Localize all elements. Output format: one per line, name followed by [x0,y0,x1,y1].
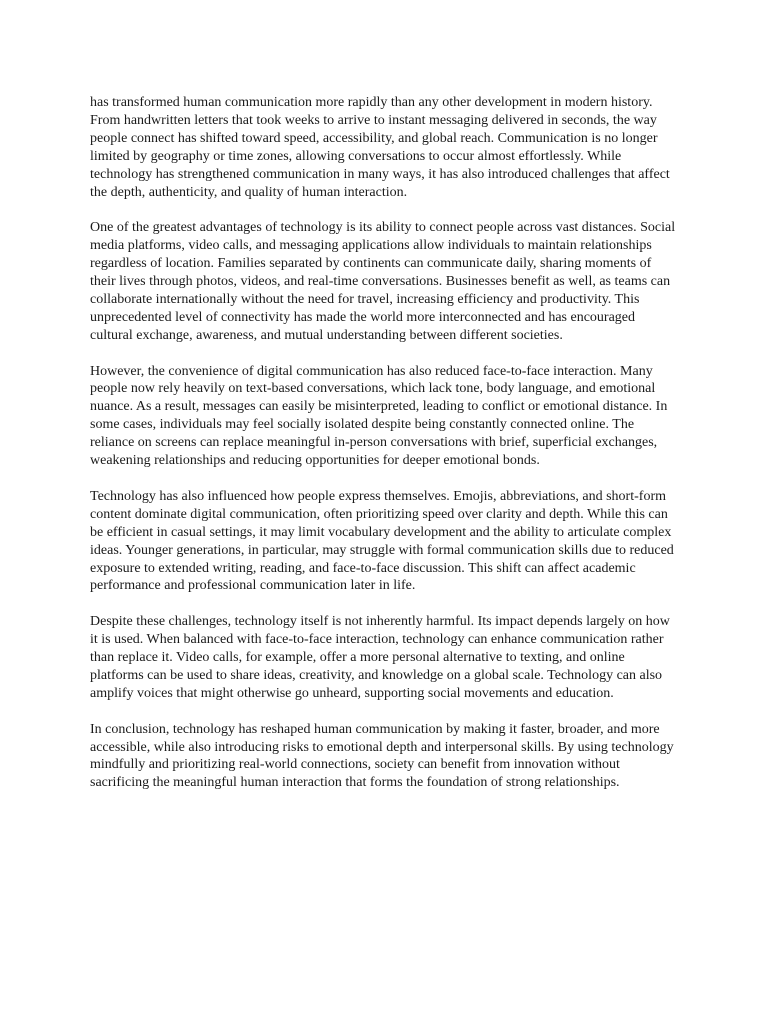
paragraph-balance: Despite these challenges, technology itself is not inherently harmful. Its impact depends largely on how it is used. When balanced with face-to-face interaction, technology can enhance communication rather than replace it. Video calls, for example, offer a more personal alternative to texting, and online platforms can be used to share ideas, creativity, and knowledge on a global scale. Technology can also amplify voices that might otherwise go unheard, supporting social movements and education. [90,614,670,701]
paragraph-conclusion: In conclusion, technology has reshaped human communication by making it faster, broader, and more accessible, while also introducing risks to emotional depth and interpersonal skills. By using technology mindfully and prioritizing real-world connections, society can benefit from innovation without sacrificing the meaningful human interaction that forms the foundation of strong relationships. [90,721,674,791]
paragraph-expression: Technology has also influenced how people express themselves. Emojis, abbreviations, and short-form content dominate digital communication, often prioritizing speed over clarity and depth. While this can be efficient in casual settings, it may limit vocabulary development and the ability to articulate complex ideas. Younger generations, in particular, may struggle with formal communication skills due to reduced exposure to extended writing, reading, and face-to-face discussion. This shift can affect academic performance and professional communication later in life. [90,488,674,594]
paragraph-advantages: One of the greatest advantages of technology is its ability to connect people across vast distances. Social media platforms, video calls, and messaging applications allow individuals to maintain relationships regardless of location. Families separated by continents can communicate daily, sharing moments of their lives through photos, videos, and real-time conversations. Businesses benefit as well, as teams can collaborate internationally without the need for travel, increasing efficiency and productivity. This unprecedented level of connectivity has made the world more interconnected and has encouraged cultural exchange, awareness, and mutual understanding between different societies. [90,220,676,343]
document-page [90,94,680,810]
paragraph-intro: has transformed human communication more rapidly than any other development in modern history. From handwritten letters that took weeks to arrive to instant messaging delivered in seconds, the way people connect has shifted toward speed, accessibility, and global reach. Communication is no longer limited by geography or time zones, allowing conversations to occur almost effortlessly. While technology has strengthened communication in many ways, it has also introduced challenges that affect the depth, authenticity, and quality of human interaction. [90,95,670,200]
paragraph-drawbacks: However, the convenience of digital communication has also reduced face-to-face interaction. Many people now rely heavily on text-based conversations, which lack tone, body language, and emotional nuance. As a result, messages can easily be misinterpreted, leading to conflict or emotional distance. In some cases, individuals may feel socially isolated despite being constantly connected online. The reliance on screens can replace meaningful in-person conversations with brief, superficial exchanges, weakening relationships and reducing opportunities for deeper emotional bonds. [90,363,668,469]
